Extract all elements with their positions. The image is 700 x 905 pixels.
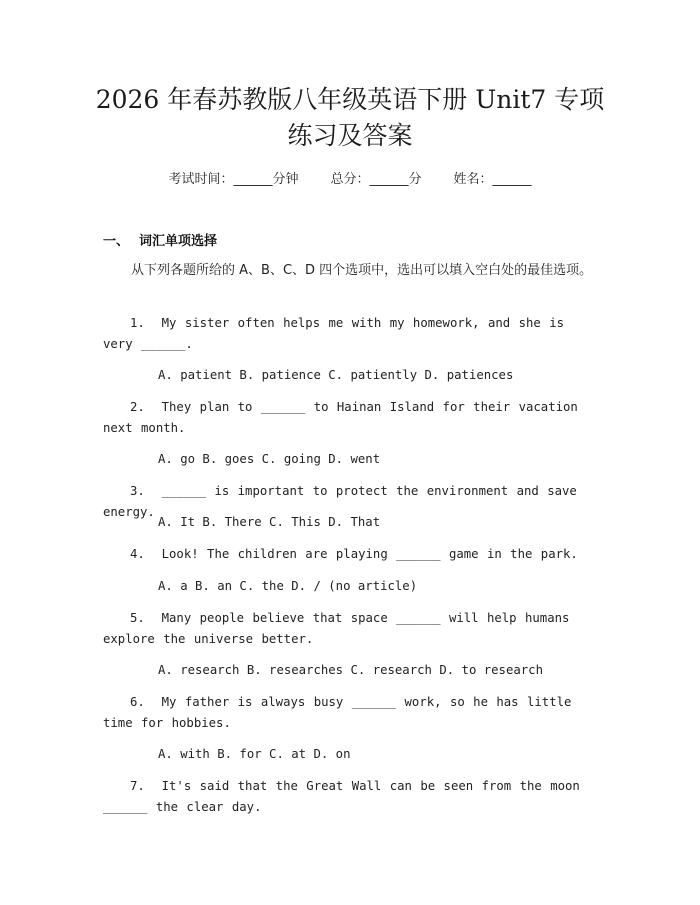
- exam-meta-line: [0, 168, 700, 187]
- section-heading: [103, 230, 217, 249]
- question-5-options: A. research B. researches C. research D. to research: [158, 663, 543, 677]
- question-1: [103, 313, 595, 355]
- question-text: They plan to ______ to Hainan Island for their vacation next month.: [103, 400, 578, 435]
- question-number: 3.: [130, 484, 145, 498]
- question-text: It's said that the Great Wall can be seen from the moon ______ the clear day.: [103, 779, 580, 814]
- question-6: [103, 692, 595, 734]
- question-5: [103, 608, 595, 650]
- question-number: 5.: [130, 611, 145, 625]
- total-score-field: 总分：______分: [330, 172, 422, 187]
- question-4: [103, 544, 595, 565]
- question-text: Look! The children are playing ______ game in the park.: [161, 547, 578, 561]
- question-2-options: A. go B. goes C. going D. went: [158, 452, 381, 466]
- question-number: 1.: [130, 316, 145, 330]
- question-4-options: A. a B. an C. the D. / (no article): [158, 579, 418, 593]
- question-text: My sister often helps me with my homework, and she is very ______.: [103, 316, 565, 351]
- document-title-line-1: 2026 年春苏教版八年级英语下册 Unit7 专项: [95, 85, 605, 114]
- document-title-line-2: 练习及答案: [287, 121, 413, 150]
- question-text: My father is always busy ______ work, so he has little time for hobbies.: [103, 695, 572, 730]
- question-7: [103, 776, 595, 818]
- section-instruction: 从下列各题所给的 A、B、C、D 四个选项中，选出可以填入空白处的最佳选项。: [131, 263, 593, 278]
- student-name-field: 姓名：______: [453, 172, 532, 187]
- question-number: 7.: [130, 779, 145, 793]
- section-title: 词汇单项选择: [139, 234, 218, 249]
- question-text: ______ is important to protect the environment and save energy.: [103, 484, 577, 519]
- question-2: [103, 397, 595, 439]
- exam-time-field: 考试时间：______分钟: [168, 172, 299, 187]
- question-number: 6.: [130, 695, 145, 709]
- question-6-options: A. with B. for C. at D. on: [158, 747, 351, 761]
- question-number: 2.: [130, 400, 145, 414]
- question-number: 4.: [130, 547, 145, 561]
- question-text: Many people believe that space ______ will help humans explore the universe better.: [103, 611, 570, 646]
- question-1-options: A. patient B. patience C. patiently D. patiences: [158, 368, 514, 382]
- section-number: 一、: [103, 234, 130, 249]
- question-3-options: A. It B. There C. This D. That: [158, 515, 381, 529]
